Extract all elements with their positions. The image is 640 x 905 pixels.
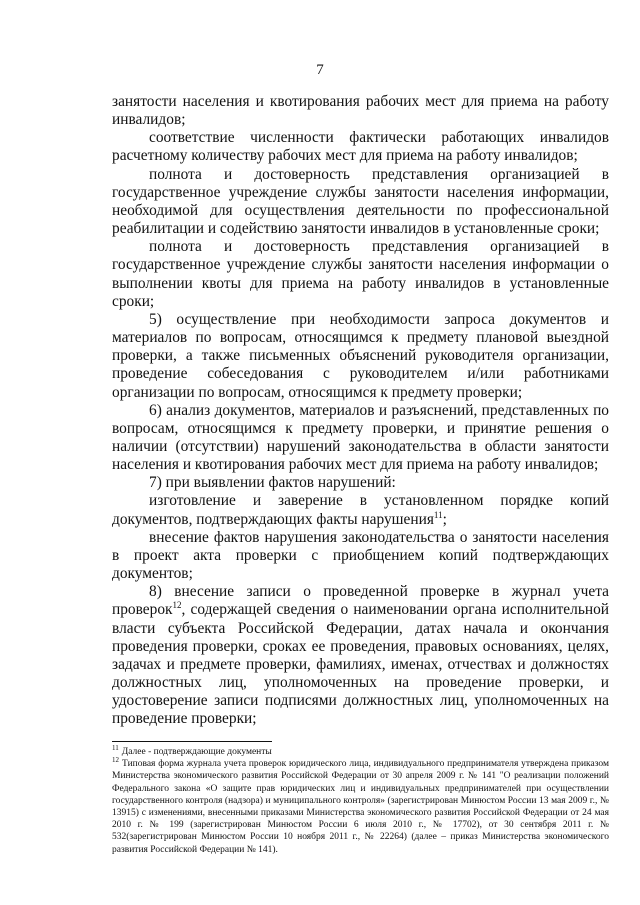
footnote-separator bbox=[112, 741, 272, 742]
footnote-11 bbox=[112, 743, 609, 758]
footnote-12 bbox=[112, 758, 609, 856]
footnote-mark: 11 bbox=[112, 743, 119, 752]
paragraph-item-5: 5) осуществление при необходимости запроса документов и материалов по вопросам, относящимся к предмету плановой выездной проверки, а также письменных объяснений руководителя организации, проведение собеседования с руководителем и/или работниками организации по вопросам, относящимся к предмету проверки; bbox=[112, 310, 609, 401]
paragraph-act-draft: внесение фактов нарушения законодательства о занятости населения в проект акта проверки с приобщением копий подтверждающих документов; bbox=[112, 528, 609, 583]
paragraph-continuation: занятости населения и квотирования рабочих мест для приема на работу инвалидов; bbox=[112, 93, 609, 129]
paragraph-item-8: 8) внесение записи о проведенной проверке в журнал учета проверок$^{12}$, содержащей сведения о наименовании органа исполнительной власти субъекта Российской Федерации, датах начала и окончания проведения проверки, сроках ее проведения, правовых основаниях, целях, задачах и предмете проверки, фамилиях, именах, отчествах и должностях должностных лиц, уполномоченных на проведение проверки, и удостоверение записи подписями должностных лиц, уполномоченных на проведение проверки; bbox=[112, 583, 609, 728]
body-text bbox=[112, 93, 609, 728]
footnote-ref-12: 12 bbox=[172, 600, 182, 611]
footnote-ref-11: 11 bbox=[433, 509, 443, 520]
paragraph-item-6: 6) анализ документов, материалов и разъяснений, представленных по вопросам, относящимся к предмету проверки, и принятие решения о наличии (отсутствии) нарушений законодательства в области занятости населения и квотирования рабочих мест для приема на работу инвалидов; bbox=[112, 401, 609, 474]
paragraph-info-rehabilitation: полнота и достоверность представления организацией в государственное учреждение службы занятости населения информации, необходимой для осуществления деятельности по профессиональной реабилитации и содействию занятости инвалидов в установленные сроки; bbox=[112, 165, 609, 238]
paragraph-info-quota: полнота и достоверность представления организацией в государственное учреждение службы занятости населения информации о выполнении квоты для приема на работу инвалидов в установленные сроки; bbox=[112, 238, 609, 310]
paragraph-copies: изготовление и заверение в установленном порядке копий документов, подтверждающих факты нарушения$^{11}$; bbox=[112, 492, 609, 528]
footnote-text: Далее - подтверждающие документы bbox=[121, 747, 272, 757]
page-number: 7 bbox=[316, 62, 324, 78]
paragraph-item-7: 7) при выявлении фактов нарушений: bbox=[149, 474, 396, 492]
paragraph-employment-count: соответствие численности фактически работающих инвалидов расчетному количеству рабочих мест для приема на работу инвалидов; bbox=[112, 129, 609, 165]
footnote-mark: 12 bbox=[112, 756, 119, 765]
footnote-text: Типовая форма журнала учета проверок юридического лица, индивидуального предпринимателя утверждена приказом Министерства экономического развития Российской Федерации от 30 апреля 2009 г. № 141 "О реализации положений Федерального закона «О защите прав юридических лиц и индивидуальных предпринимателей при осуществлении государственного контроля (надзора) и муниципального контроля» (зарегистрирован Минюстом России 13 мая 2009 г., № 13915) с изменениями, внесенными приказами Министерства экономического развития Российской Федерации от 24 мая 2010 г. № 199 (зарегистрирован Минюстом России 6 июля 2010 г., № 17702), от 30 сентября 2011 г. № 532(зарегистрирован Минюстом России 10 ноября 2011 г., № 22264) (далее – приказ Министерства экономического развития Российской Федерации № 141). bbox=[112, 759, 609, 855]
footnotes bbox=[112, 743, 609, 856]
